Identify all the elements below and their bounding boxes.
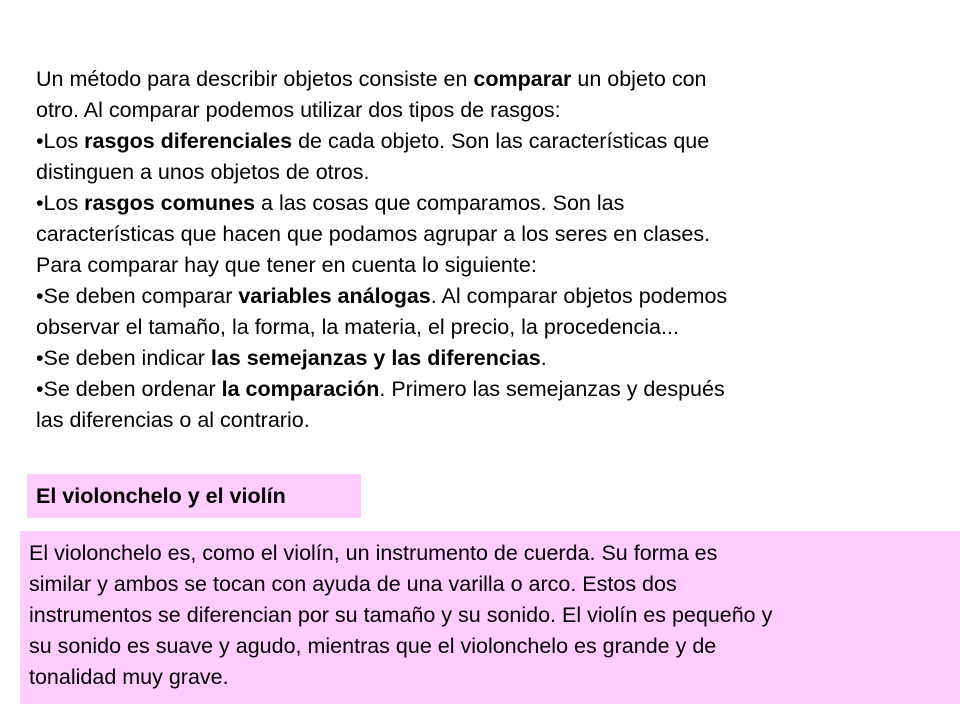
example-heading: El violonchelo y el violín: [27, 474, 361, 518]
example-line: tonalidad muy grave.: [29, 665, 229, 689]
bullet-continuation: distinguen a unos objetos de otros.: [36, 160, 370, 184]
keyword-variables-analogas: variables análogas: [238, 284, 431, 308]
bullet-rasgos-comunes: •Los rasgos comunes a las cosas que comparamos. Son las: [36, 191, 625, 215]
example-line: El violonchelo es, como el violín, un instrumento de cuerda. Su forma es: [29, 541, 718, 565]
bullet-semejanzas-diferencias: •Se deben indicar las semejanzas y las diferencias.: [36, 346, 547, 370]
example-text-box: [20, 531, 960, 704]
keyword-la-comparacion: la comparación: [221, 377, 380, 401]
instructions-intro: Para comparar hay que tener en cuenta lo siguiente:: [36, 253, 537, 277]
keyword-comparar: comparar: [473, 67, 572, 91]
bullet-rasgos-diferenciales: •Los rasgos diferenciales de cada objeto. Son las características que: [36, 129, 710, 153]
bullet-continuation: las diferencias o al contrario.: [36, 408, 310, 432]
keyword-rasgos-comunes: rasgos comunes: [84, 191, 256, 215]
keyword-rasgos-diferenciales: rasgos diferenciales: [84, 129, 293, 153]
explanation-text: [36, 64, 916, 436]
example-line: su sonido es suave y agudo, mientras que el violonchelo es grande y de: [29, 634, 717, 658]
bullet-variables-analogas: •Se deben comparar variables análogas. Al comparar objetos podemos: [36, 284, 728, 308]
example-line: similar y ambos se tocan con ayuda de una varilla o arco. Estos dos: [29, 572, 677, 596]
intro-line: Un método para describir objetos consiste en comparar un objeto con: [36, 67, 707, 91]
keyword-semejanzas-diferencias: las semejanzas y las diferencias: [210, 346, 541, 370]
intro-line: otro. Al comparar podemos utilizar dos tipos de rasgos:: [36, 98, 561, 122]
example-line: instrumentos se diferencian por su tamaño y su sonido. El violín es pequeño y: [29, 603, 773, 627]
bullet-continuation: observar el tamaño, la forma, la materia, el precio, la procedencia...: [36, 315, 679, 339]
bullet-ordenar-comparacion: •Se deben ordenar la comparación. Primero las semejanzas y después: [36, 377, 725, 401]
bullet-continuation: características que hacen que podamos agrupar a los seres en clases.: [36, 222, 711, 246]
